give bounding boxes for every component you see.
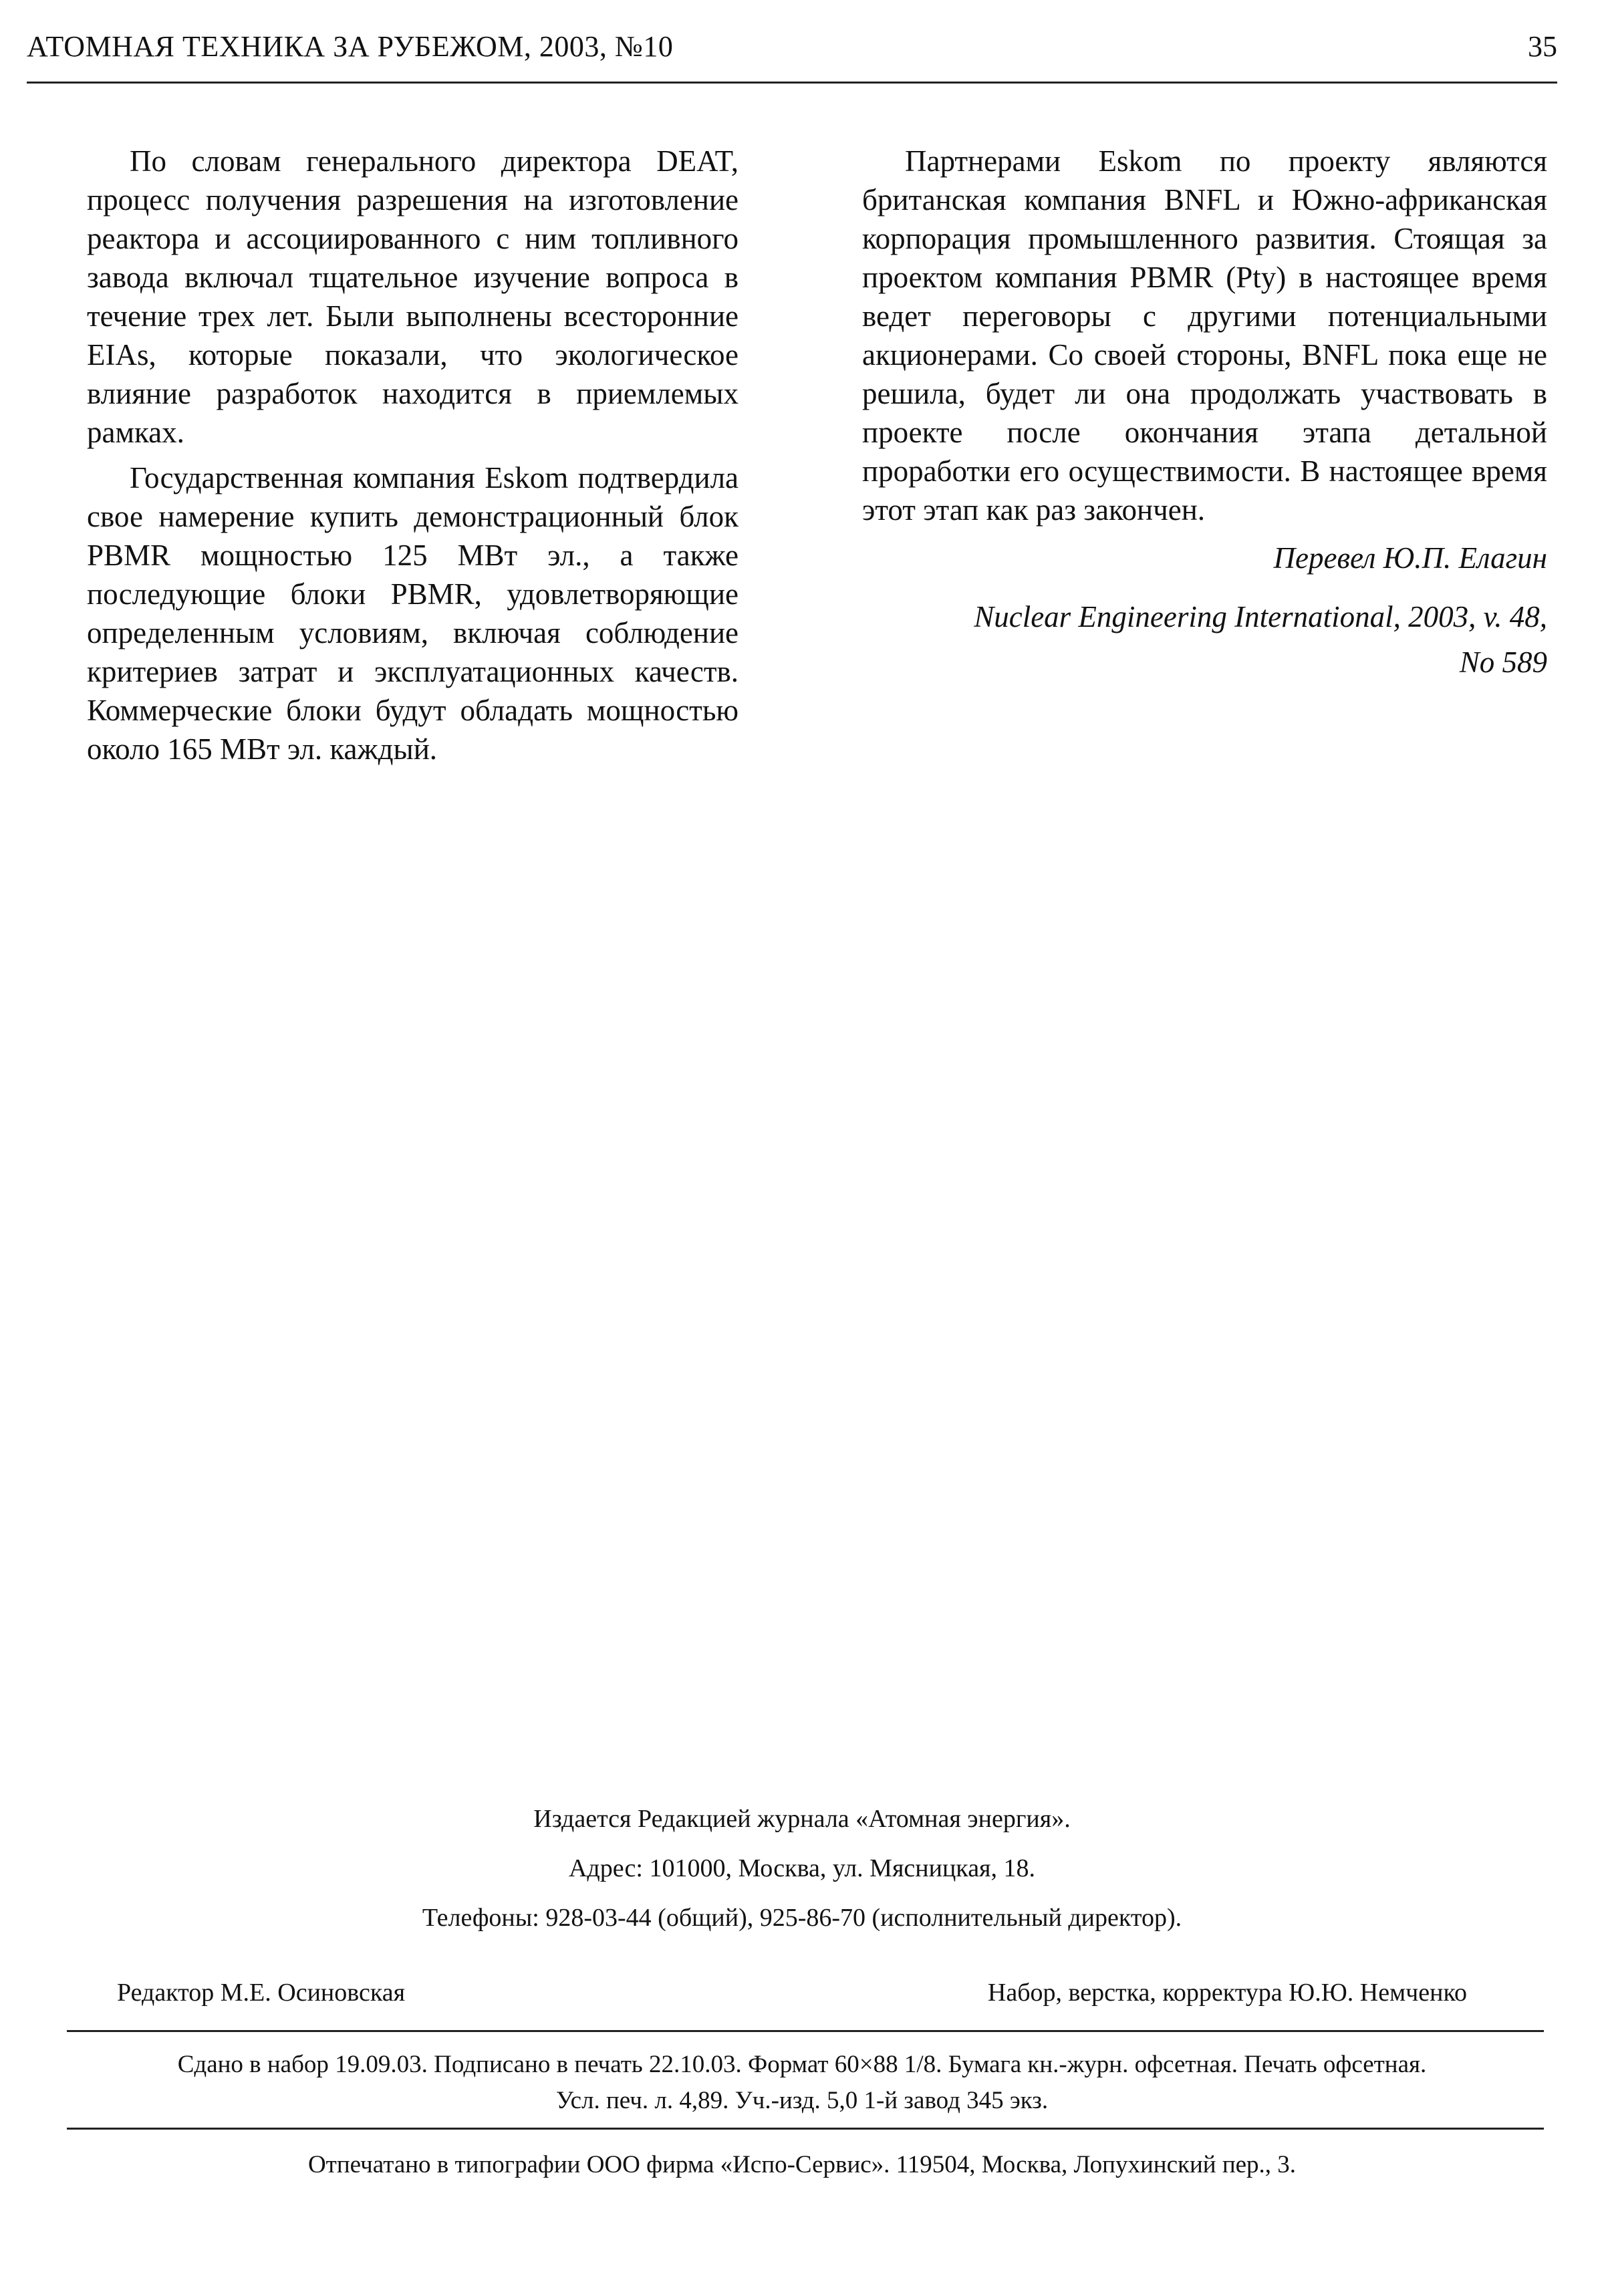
journal-title: АТОМНАЯ ТЕХНИКА ЗА РУБЕЖОМ, 2003, №10 <box>27 30 674 63</box>
phones-line: Телефоны: 928-03-44 (общий), 925-86-70 (исполнительный директор). <box>422 1904 1182 1932</box>
left-column <box>87 142 739 775</box>
header-divider <box>27 82 1557 84</box>
translator-credit: Перевел Ю.П. Елагин <box>1273 541 1547 575</box>
layout-credit: Набор, верстка, корректура Ю.Ю. Немченко <box>987 1979 1467 2007</box>
editor-credit: Редактор М.Е. Осиновская <box>117 1979 406 2007</box>
printer-line: Отпечатано в типографии ООО фирма «Испо-Сервис». 119504, Москва, Лопухинский пер., 3. <box>307 2151 1297 2178</box>
paragraph-eskom: Государственная компания Eskom подтвердила свое намерение купить демонстрационный блок PBMR мощностью 125 МВт эл., а также последующие блоки PBMR, удовлетворяющие определенным условиям, включая соблюдение критериев затрат и эксплуатационных качеств. Коммерческие блоки будут обладать мощностью около 165 МВт эл. каждый. <box>87 461 739 766</box>
print-info-line2: Усл. печ. л. 4,89. Уч.-изд. 5,0 1-й завод 345 экз. <box>555 2087 1049 2114</box>
publisher-line: Издается Редакцией журнала «Атомная энергия». <box>533 1805 1071 1833</box>
running-header <box>27 29 1557 83</box>
page-number: 35 <box>1528 30 1557 63</box>
imprint-divider-bottom <box>67 2128 1544 2130</box>
paragraph-partners: Партнерами Eskom по проекту являются британская компания BNFL и Южно-африканская корпорация промышленного развития. Стоящая за проектом компания PBMR (Pty) в настоящее время ведет переговоры с другими потенциальными акционерами. Со своей стороны, BNFL пока еще не решила, будет ли она продолжать участвовать в проекте после окончания этапа детальной проработки его осуществимости. В настоящее время этот этап как раз закончен. <box>862 144 1547 527</box>
address-line: Адрес: 101000, Москва, ул. Мясницкая, 18. <box>568 1854 1036 1882</box>
print-info-line1: Сдано в набор 19.09.03. Подписано в печать 22.10.03. Формат 60×88 1/8. Бумага кн.-журн. офсетная. Печать офсетная. <box>177 2051 1427 2078</box>
source-citation-line2: No 589 <box>1459 645 1547 679</box>
paragraph-deat: По словам генерального директора DEAT, процесс получения разрешения на изготовление реактора и ассоциированного с ним топливного завода включал тщательное изучение вопроса в течение трех лет. Были выполнены всесторонние EIAs, которые показали, что экологическое влияние разработок находится в приемлемых рамках. <box>87 144 739 449</box>
source-citation-line1: Nuclear Engineering International, 2003, v. 48, <box>974 600 1547 633</box>
imprint-divider-top <box>67 2030 1544 2032</box>
right-column <box>862 142 1547 688</box>
